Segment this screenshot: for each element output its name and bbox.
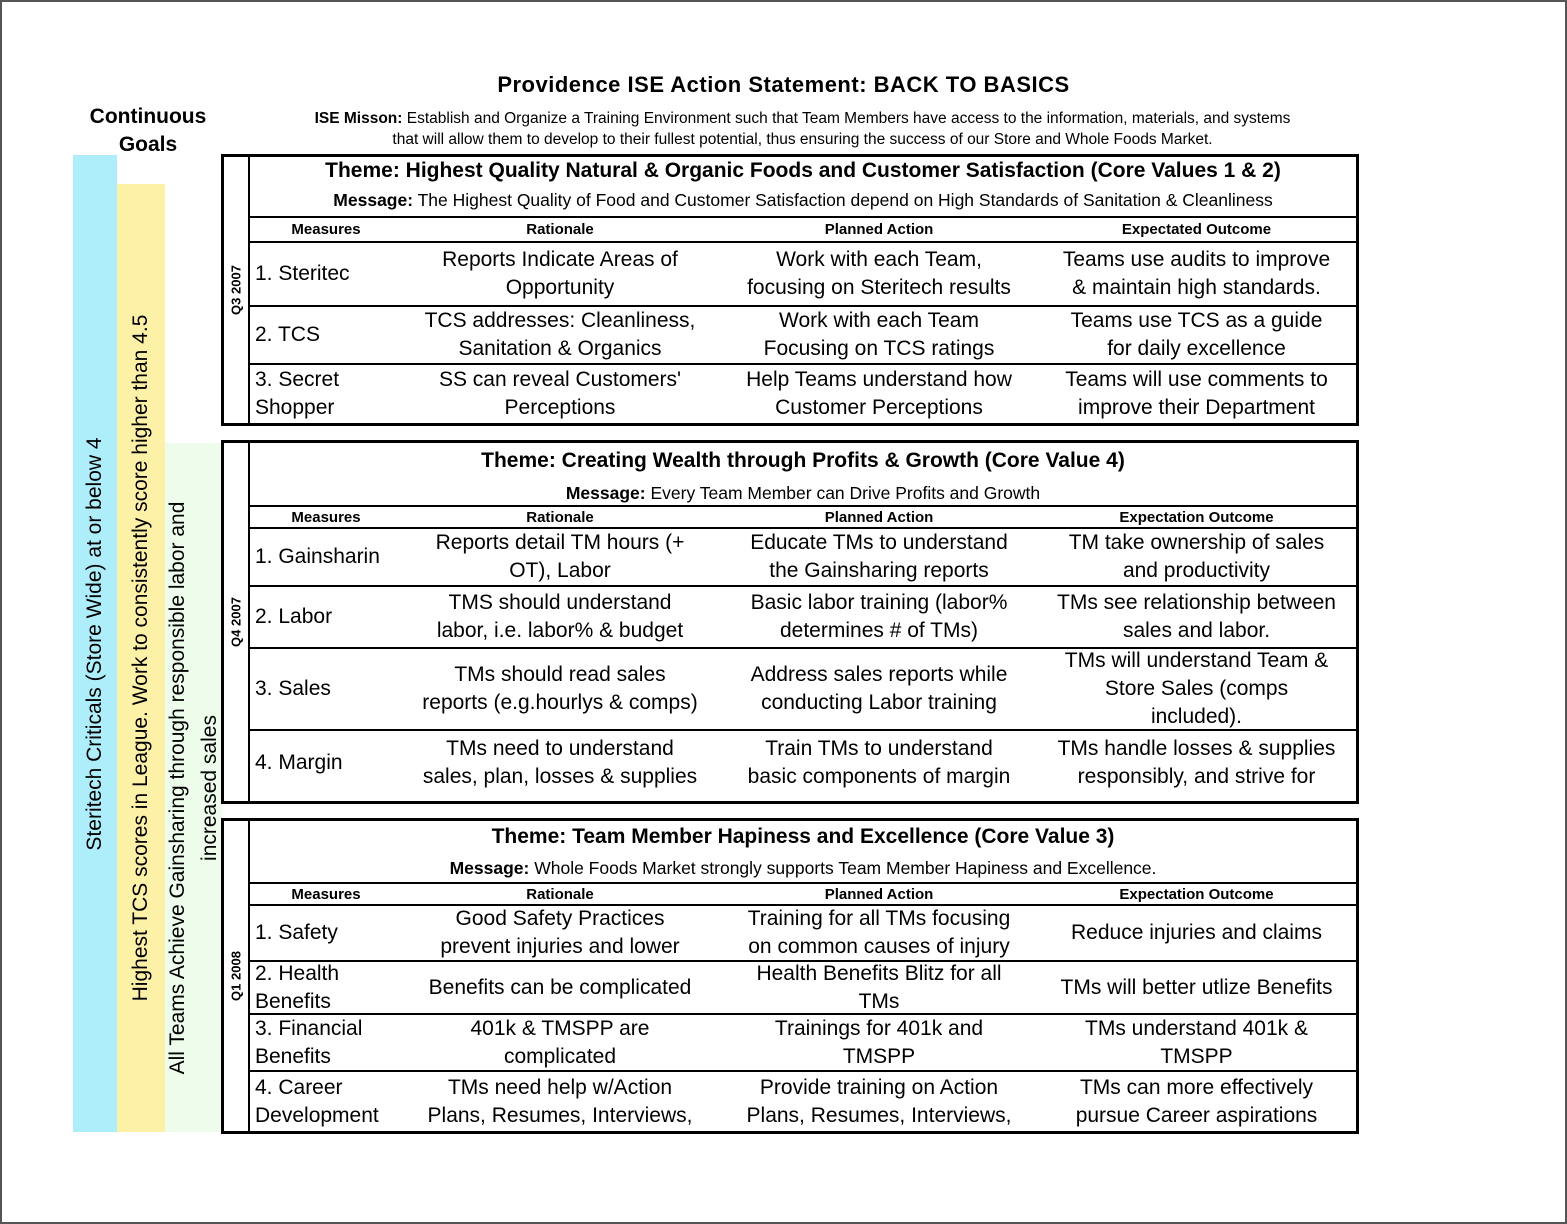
rationale-cell xyxy=(402,307,718,363)
section-content xyxy=(250,157,1356,423)
action-cell xyxy=(718,1015,1040,1070)
cell-line: 4. Margin xyxy=(255,751,343,774)
cell-line: Help Teams understand how xyxy=(746,368,1012,391)
cell-line: TMs understand 401k & xyxy=(1085,1016,1308,1040)
cell-line: TCS addresses: Cleanliness, xyxy=(424,309,696,332)
cell-line: Benefits xyxy=(255,1044,331,1068)
goal-band-tcs xyxy=(117,184,165,1132)
cell-line: Basic labor training (labor% xyxy=(750,591,1008,614)
section-content xyxy=(250,821,1356,1131)
cell-line: 2. Labor xyxy=(255,605,333,628)
message-label: Message: xyxy=(565,483,646,503)
cell-line: the Gainsharing reports xyxy=(769,559,989,582)
section-theme: Theme: Creating Wealth through Profits & Growth (Core Value 4) xyxy=(481,449,1125,472)
goal-band-steritech xyxy=(73,155,117,1132)
outcome-cell xyxy=(1040,1072,1353,1131)
cell-line: Store Sales (comps xyxy=(1104,677,1289,700)
section-q4-2007 xyxy=(221,440,1359,804)
quarter-label: Q4 2007 xyxy=(228,597,244,647)
measure-cell xyxy=(250,649,402,729)
table-row xyxy=(250,962,1356,1015)
measure-cell xyxy=(250,587,402,647)
rationale-cell xyxy=(402,529,718,585)
outcome-cell xyxy=(1040,243,1353,305)
cell-line: Development xyxy=(255,1103,379,1127)
header-measures: Measures xyxy=(291,885,361,903)
section-theme: Theme: Highest Quality Natural & Organic Foods and Customer Satisfaction (Core Values 1 & 2) xyxy=(325,159,1281,182)
cell-line: Opportunity xyxy=(505,276,615,299)
rationale-cell xyxy=(402,906,718,960)
cell-line: TM take ownership of sales xyxy=(1068,531,1325,554)
table-row xyxy=(250,731,1356,795)
cell-line: for daily excellence xyxy=(1107,337,1286,360)
header-outcome: Expectation Outcome xyxy=(1119,508,1274,526)
table-row xyxy=(250,365,1356,423)
goal-band-tcs-text: Highest TCS scores in League. Work to consistently score higher than 4.5 xyxy=(129,314,152,1002)
message-text: Whole Foods Market strongly supports Team Member Hapiness and Excellence. xyxy=(529,858,1157,878)
cell-line: 3. Secret xyxy=(255,368,340,391)
cell-line: Benefits xyxy=(255,989,331,1013)
outcome-cell xyxy=(1040,906,1353,960)
rationale-cell xyxy=(402,365,718,423)
measure-cell xyxy=(250,307,402,363)
outcome-cell xyxy=(1040,731,1353,795)
cell-line: determines # of TMs) xyxy=(779,619,978,642)
continuous-goals-line-1: Continuous xyxy=(89,105,207,128)
outcome-cell xyxy=(1040,962,1353,1013)
rationale-cell xyxy=(402,1072,718,1131)
cell-line: TMs see relationship between xyxy=(1057,591,1336,614)
cell-line: Reports Indicate Areas of xyxy=(442,248,678,271)
cell-line: 1. Steritec xyxy=(255,262,350,285)
table-header xyxy=(250,505,1356,529)
header-planned-action: Planned Action xyxy=(824,221,934,238)
section-message xyxy=(250,858,1356,879)
action-cell xyxy=(718,365,1040,423)
cell-line: included). xyxy=(1150,705,1243,728)
section-message xyxy=(250,190,1356,211)
outcome-cell xyxy=(1040,1015,1353,1070)
cell-line: & maintain high standards. xyxy=(1072,276,1321,299)
section-theme: Theme: Team Member Hapiness and Excellence (Core Value 3) xyxy=(491,825,1115,848)
header-outcome: Expectated Outcome xyxy=(1121,221,1272,238)
cell-line: pursue Career aspirations xyxy=(1075,1103,1318,1127)
cell-line: Train TMs to understand xyxy=(765,737,993,760)
action-cell xyxy=(718,243,1040,305)
quarter-label: Q1 2008 xyxy=(228,951,244,1001)
cell-line: 1. Safety xyxy=(255,921,338,944)
cell-line: Educate TMs to understand xyxy=(750,531,1008,554)
table-row xyxy=(250,587,1356,649)
cell-line: Perceptions xyxy=(504,396,616,419)
table-row xyxy=(250,906,1356,962)
header-planned-action: Planned Action xyxy=(824,508,934,526)
table-row xyxy=(250,307,1356,365)
cell-line: TMSPP xyxy=(842,1044,916,1068)
cell-line: Focusing on TCS ratings xyxy=(763,337,995,360)
cell-line: TMSPP xyxy=(1160,1044,1233,1068)
cell-line: 3. Financial xyxy=(255,1016,363,1040)
cell-line: and productivity xyxy=(1122,559,1271,582)
section-q3-2007 xyxy=(221,154,1359,426)
cell-line: Benefits can be complicated xyxy=(428,975,692,999)
rationale-cell xyxy=(402,243,718,305)
cell-line: TMs should read sales xyxy=(454,663,666,686)
cell-line: Provide training on Action xyxy=(759,1075,999,1099)
cell-line: Teams use TCS as a guide xyxy=(1070,309,1323,332)
measure-cell xyxy=(250,529,402,585)
continuous-goals-heading xyxy=(78,103,218,159)
mission-line-2: that will allow them to develop to their fullest potential, thus ensuring the success of our Store and Whole Foods Market. xyxy=(392,131,1213,148)
table-header xyxy=(250,882,1356,906)
mission-label: ISE Misson: xyxy=(314,110,403,127)
table-row xyxy=(250,529,1356,587)
mission-line-1: Establish and Organize a Training Environment such that Team Members have access to the information, materials, and systems xyxy=(402,110,1291,127)
rationale-cell xyxy=(402,649,718,729)
cell-line: 3. Sales xyxy=(255,677,331,700)
cell-line: 1. Gainsharin xyxy=(255,545,380,568)
outcome-cell xyxy=(1040,365,1353,423)
cell-line: Shopper xyxy=(255,396,335,419)
cell-line: complicated xyxy=(503,1044,617,1068)
continuous-goals-line-2: Goals xyxy=(118,133,178,156)
table-row xyxy=(250,1015,1356,1072)
goal-band-steritech-text: Steritech Criticals (Store Wide) at or below 4 xyxy=(83,436,106,851)
section-message xyxy=(250,483,1356,504)
table-header xyxy=(250,216,1356,243)
cell-line: reports (e.g.hourlys & comps) xyxy=(422,691,698,714)
cell-line: basic components of margin xyxy=(747,765,1011,788)
outcome-cell xyxy=(1040,587,1353,647)
message-label: Message: xyxy=(449,858,530,878)
cell-line: Health Benefits Blitz for all xyxy=(756,962,1002,985)
rationale-cell xyxy=(402,962,718,1013)
cell-line: Trainings for 401k and xyxy=(774,1016,984,1040)
cell-line: responsibly, and strive for xyxy=(1077,765,1316,788)
cell-line: TMs need to understand xyxy=(446,737,674,760)
quarter-column xyxy=(224,443,250,801)
action-cell xyxy=(718,529,1040,585)
rationale-cell xyxy=(402,731,718,795)
cell-line: Sanitation & Organics xyxy=(458,337,662,360)
cell-line: conducting Labor training xyxy=(761,691,997,714)
measure-cell xyxy=(250,731,402,795)
cell-line: Address sales reports while xyxy=(750,663,1008,686)
quarter-column xyxy=(224,157,250,423)
cell-line: sales, plan, losses & supplies xyxy=(422,765,698,788)
cell-line: TMs need help w/Action xyxy=(447,1075,673,1099)
cell-line: Training for all TMs focusing xyxy=(747,907,1011,930)
cell-line: TMs will understand Team & xyxy=(1064,649,1329,672)
goal-band-gainsharing-line-2: increased sales xyxy=(197,714,221,861)
cell-line: TMs xyxy=(858,989,900,1013)
quarter-column xyxy=(224,821,250,1131)
cell-line: 2. TCS xyxy=(255,323,320,346)
action-cell xyxy=(718,962,1040,1013)
cell-line: OT), Labor xyxy=(509,559,611,582)
table-row xyxy=(250,649,1356,731)
table-row xyxy=(250,243,1356,307)
mission-statement xyxy=(250,108,1355,150)
cell-line: Work with each Team, xyxy=(776,248,982,271)
action-cell xyxy=(718,649,1040,729)
cell-line: Teams will use comments to xyxy=(1065,368,1328,391)
cell-line: Plans, Resumes, Interviews, xyxy=(746,1103,1012,1127)
header-measures: Measures xyxy=(291,508,361,526)
cell-line: Work with each Team xyxy=(779,309,979,332)
cell-line: Customer Perceptions xyxy=(775,396,983,419)
measure-cell xyxy=(250,906,402,960)
cell-line: 401k & TMSPP are xyxy=(470,1016,650,1040)
message-label: Message: xyxy=(333,190,414,210)
header-planned-action: Planned Action xyxy=(824,885,934,903)
goal-band-gainsharing xyxy=(165,443,222,1132)
rationale-cell xyxy=(402,1015,718,1070)
cell-line: TMs handle losses & supplies xyxy=(1057,737,1336,760)
cell-line: focusing on Steritech results xyxy=(747,276,1011,299)
measure-cell xyxy=(250,1072,402,1131)
cell-line: Reports detail TM hours (+ xyxy=(435,531,685,554)
outcome-cell xyxy=(1040,529,1353,585)
header-outcome: Expectation Outcome xyxy=(1119,885,1274,903)
section-q1-2008 xyxy=(221,818,1359,1134)
action-cell xyxy=(718,906,1040,960)
cell-line: prevent injuries and lower xyxy=(440,935,680,958)
outcome-cell xyxy=(1040,649,1353,729)
measure-cell xyxy=(250,1015,402,1070)
cell-line: Teams use audits to improve xyxy=(1062,248,1331,271)
cell-line: Reduce injuries and claims xyxy=(1071,921,1322,944)
cell-line: TMs can more effectively xyxy=(1079,1075,1314,1099)
section-content xyxy=(250,443,1356,801)
header-rationale: Rationale xyxy=(526,885,594,903)
cell-line: TMs will better utlize Benefits xyxy=(1060,975,1333,999)
cell-line: improve their Department xyxy=(1078,396,1315,419)
cell-line: Plans, Resumes, Interviews, xyxy=(427,1103,693,1127)
header-rationale: Rationale xyxy=(526,508,594,526)
action-cell xyxy=(718,731,1040,795)
cell-line: TMS should understand xyxy=(448,591,672,614)
outcome-cell xyxy=(1040,307,1353,363)
header-rationale: Rationale xyxy=(526,221,594,238)
cell-line: Good Safety Practices xyxy=(455,907,665,930)
cell-line: labor, i.e. labor% & budget xyxy=(436,619,684,642)
action-cell xyxy=(718,587,1040,647)
message-text: The Highest Quality of Food and Customer Satisfaction depend on High Standards of Sanitation & Cleanliness xyxy=(413,190,1273,210)
cell-line: 4. Career xyxy=(255,1075,343,1099)
quarter-label: Q3 2007 xyxy=(228,265,244,315)
table-row xyxy=(250,1072,1356,1131)
cell-line: SS can reveal Customers' xyxy=(438,368,682,391)
message-text: Every Team Member can Drive Profits and Growth xyxy=(645,483,1041,503)
cell-line: on common causes of injury xyxy=(748,935,1010,958)
measure-cell xyxy=(250,243,402,305)
cell-line: 2. Health xyxy=(255,962,340,985)
cell-line: sales and labor. xyxy=(1122,619,1271,642)
page-title: Providence ISE Action Statement: BACK TO BASICS xyxy=(497,72,1070,97)
measure-cell xyxy=(250,365,402,423)
action-cell xyxy=(718,1072,1040,1131)
goal-band-gainsharing-line-1: All Teams Achieve Gainsharing through responsible labor and xyxy=(165,501,189,1074)
rationale-cell xyxy=(402,587,718,647)
header-measures: Measures xyxy=(291,221,361,238)
measure-cell xyxy=(250,962,402,1013)
goal-band-gainsharing-text xyxy=(162,501,226,1074)
action-cell xyxy=(718,307,1040,363)
